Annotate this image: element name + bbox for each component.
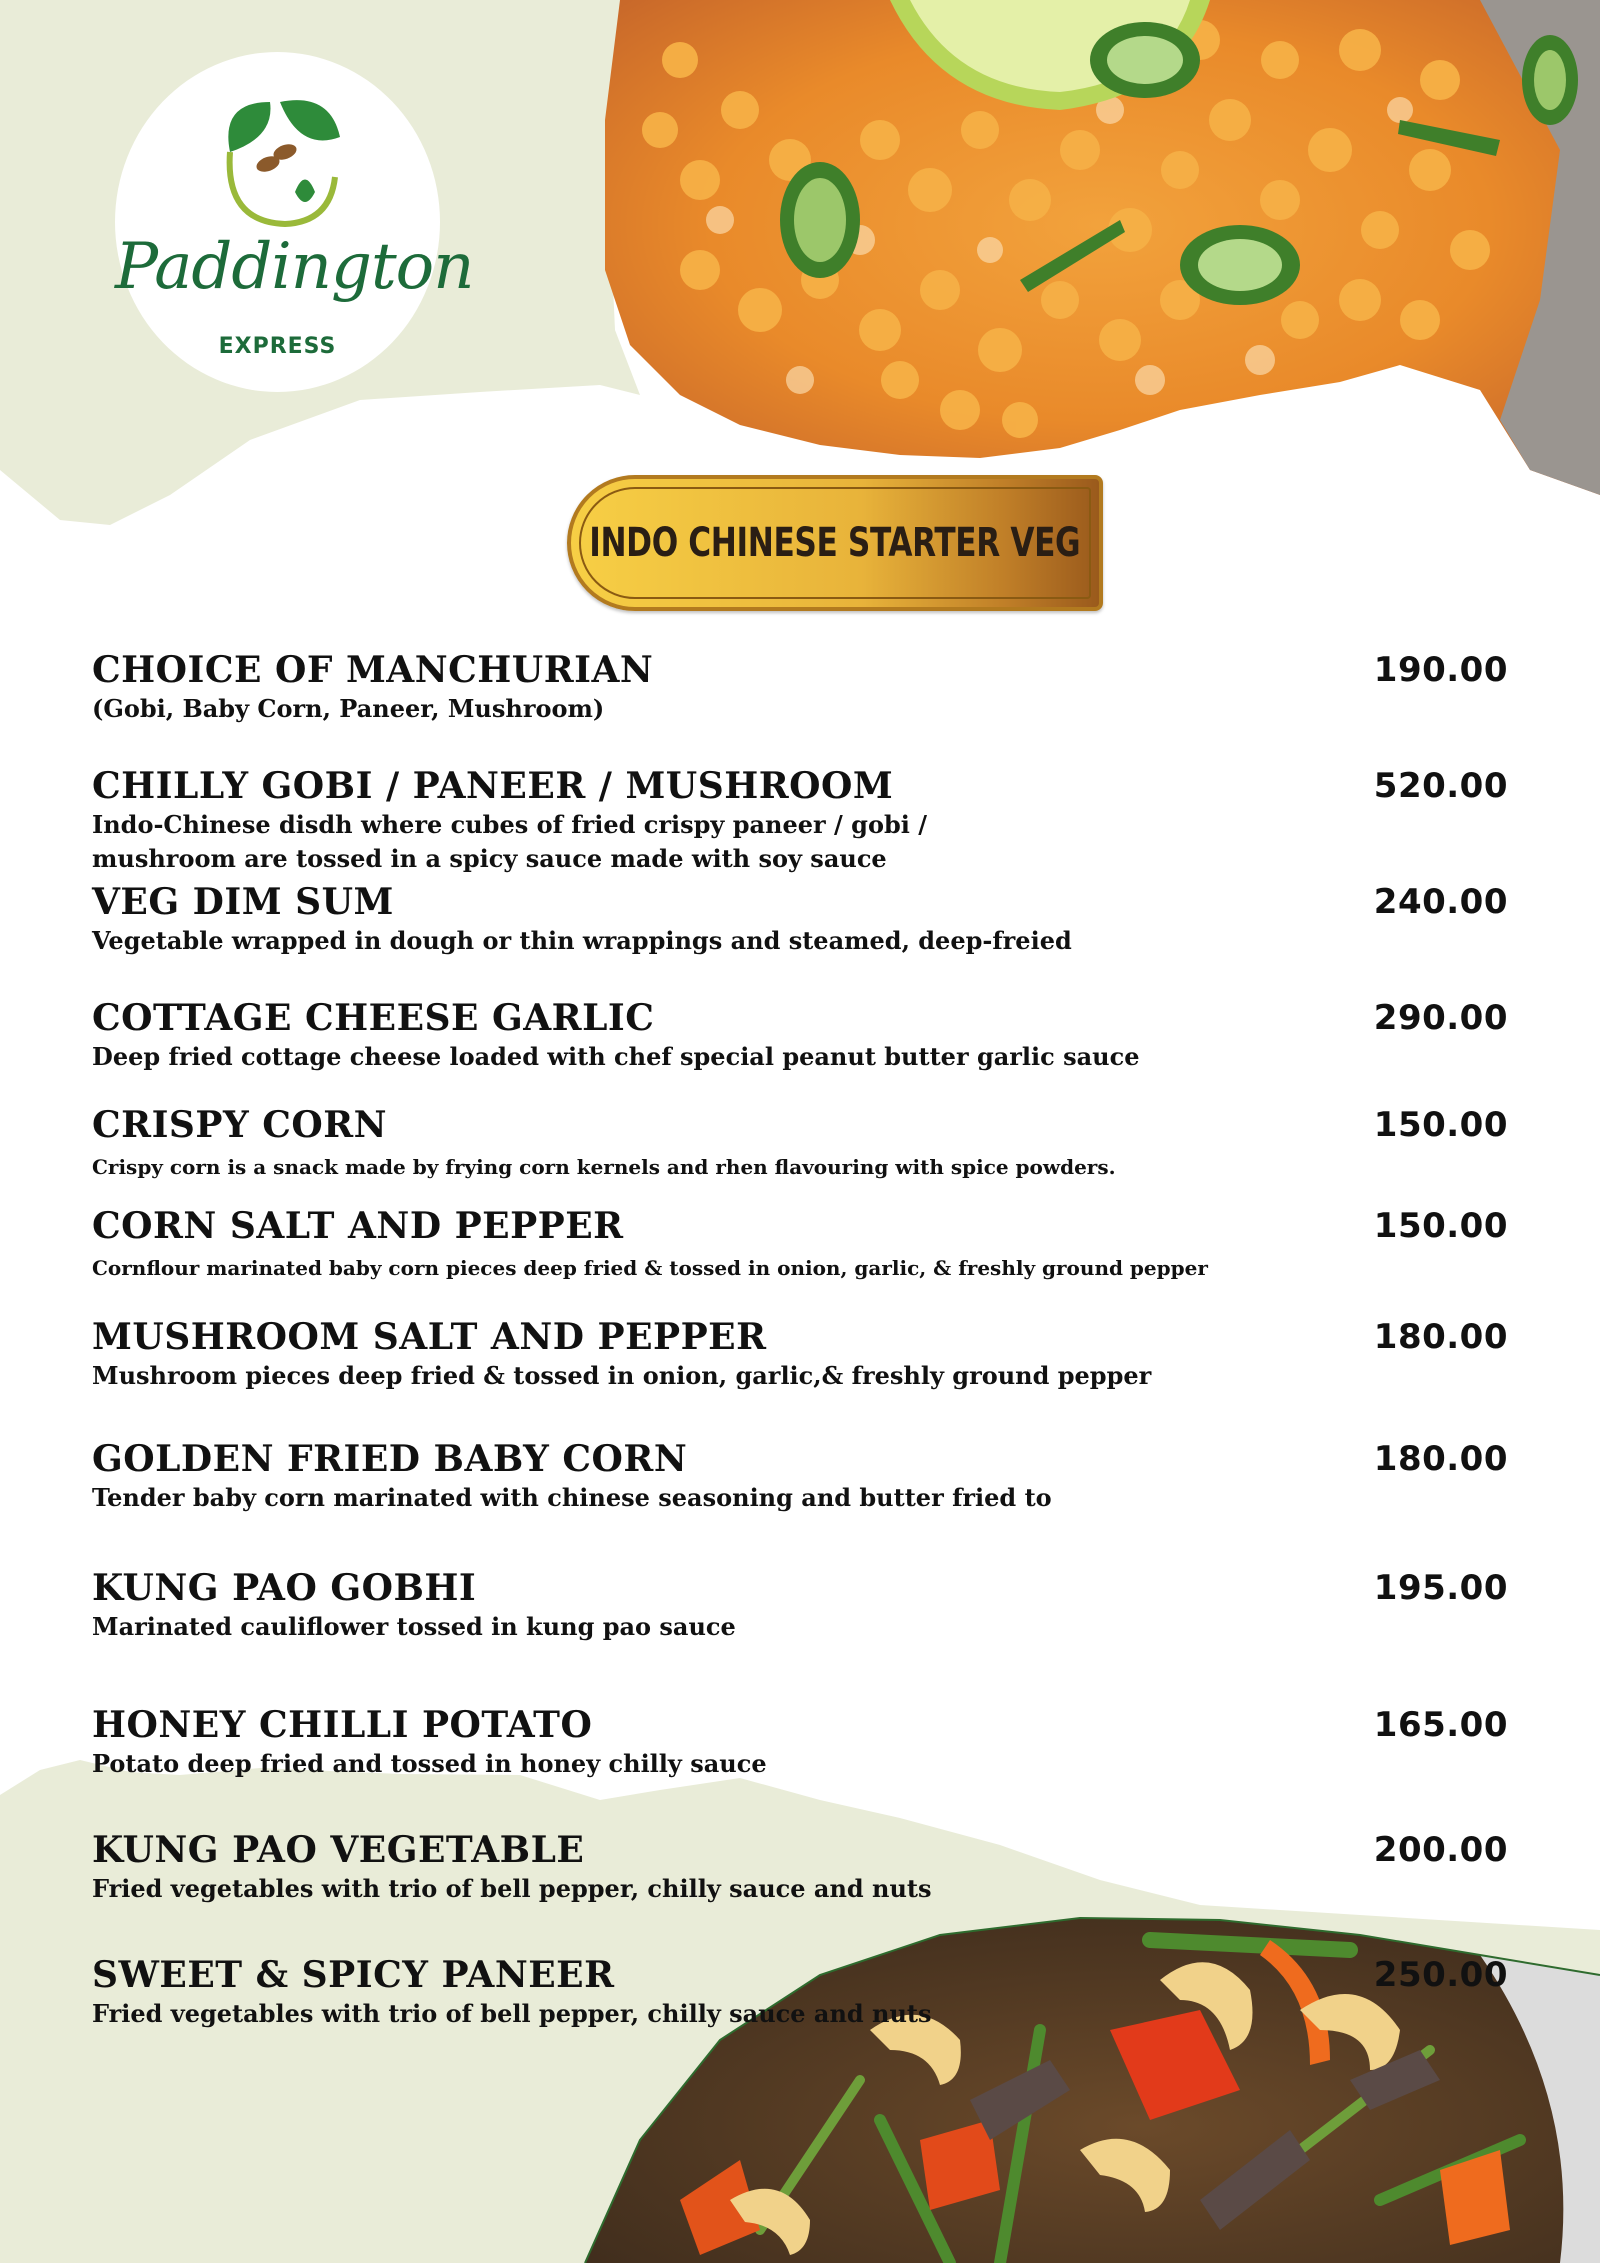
menu-item-price: 150.00: [1373, 1105, 1508, 1145]
menu-item-name: MUSHROOM SALT AND PEPPER: [92, 1316, 767, 1358]
menu-item-name: KUNG PAO VEGETABLE: [92, 1829, 585, 1871]
menu-item-description: (Gobi, Baby Corn, Paneer, Mushroom): [92, 694, 605, 723]
menu-item-name: VEG DIM SUM: [92, 881, 394, 923]
menu-item: [92, 1204, 1508, 1285]
menu-item-price: 520.00: [1373, 766, 1508, 806]
menu-item: [92, 996, 1508, 1074]
menu-item-name: HONEY CHILLI POTATO: [92, 1704, 593, 1746]
menu-item-description: Fried vegetables with trio of bell pepper, chilly sauce and nuts: [92, 1874, 932, 1903]
brand-subtitle: EXPRESS: [218, 334, 337, 359]
menu-item-price: 180.00: [1373, 1439, 1508, 1479]
menu-item-price: 240.00: [1373, 882, 1508, 922]
section-title: INDO CHINESE STARTER VEG: [589, 520, 1081, 566]
menu-item-price: 290.00: [1373, 998, 1508, 1038]
section-banner: [567, 475, 1103, 611]
brand-name: Paddington: [115, 230, 474, 304]
menu-item: [92, 764, 1508, 876]
menu-item-description: Deep fried cottage cheese loaded with chef special peanut butter garlic sauce: [92, 1042, 1140, 1071]
menu-item-price: 190.00: [1373, 650, 1508, 690]
menu-item-description: Indo-Chinese disdh where cubes of fried crispy paneer / gobi / mushroom are tossed in a spicy sauce made with soy sauce: [92, 810, 927, 873]
menu-item-name: SWEET & SPICY PANEER: [92, 1954, 615, 1996]
menu-item-description: Mushroom pieces deep fried & tossed in onion, garlic,& freshly ground pepper: [92, 1361, 1152, 1390]
leaf-bean-icon: [210, 82, 345, 242]
menu-item-name: CRISPY CORN: [92, 1104, 388, 1146]
crispy-corn-photo: [600, 0, 1600, 500]
menu-item: [92, 1953, 1508, 2031]
menu-item-name: CHOICE OF MANCHURIAN: [92, 649, 654, 691]
menu-item-price: 195.00: [1373, 1568, 1508, 1608]
menu-item-description: Vegetable wrapped in dough or thin wrappings and steamed, deep-freied: [92, 926, 1072, 955]
menu-item-description: Cornflour marinated baby corn pieces deep fried & tossed in onion, garlic, & freshly ground pepper: [92, 1256, 1208, 1280]
menu-item: [92, 1315, 1508, 1393]
menu-item-price: 180.00: [1373, 1317, 1508, 1357]
menu-item: [92, 1437, 1508, 1515]
menu-item-price: 165.00: [1373, 1705, 1508, 1745]
menu-item: [92, 1828, 1508, 1906]
menu-item-price: 150.00: [1373, 1206, 1508, 1246]
menu-item-description: Potato deep fried and tossed in honey chilly sauce: [92, 1749, 767, 1778]
menu-item: [92, 648, 1508, 726]
menu-item-price: 250.00: [1373, 1955, 1508, 1995]
menu-item-name: KUNG PAO GOBHI: [92, 1567, 477, 1609]
menu-item-name: CORN SALT AND PEPPER: [92, 1205, 624, 1247]
menu-item-name: CHILLY GOBI / PANEER / MUSHROOM: [92, 765, 894, 807]
menu-item-name: COTTAGE CHEESE GARLIC: [92, 997, 655, 1039]
menu-item-description: Marinated cauliflower tossed in kung pao sauce: [92, 1612, 736, 1641]
menu-item-price: 200.00: [1373, 1830, 1508, 1870]
menu-item: [92, 1103, 1508, 1184]
brand-logo: [115, 52, 474, 392]
menu-item: [92, 880, 1508, 958]
menu-item: [92, 1566, 1508, 1644]
menu-item-description: Tender baby corn marinated with chinese seasoning and butter fried to: [92, 1483, 1052, 1512]
menu-item-name: GOLDEN FRIED BABY CORN: [92, 1438, 688, 1480]
menu-item-description: Fried vegetables with trio of bell pepper, chilly sauce and nuts: [92, 1999, 932, 2028]
menu-item: [92, 1703, 1508, 1781]
menu-item-description: Crispy corn is a snack made by frying corn kernels and rhen flavouring with spice powders.: [92, 1155, 1116, 1179]
